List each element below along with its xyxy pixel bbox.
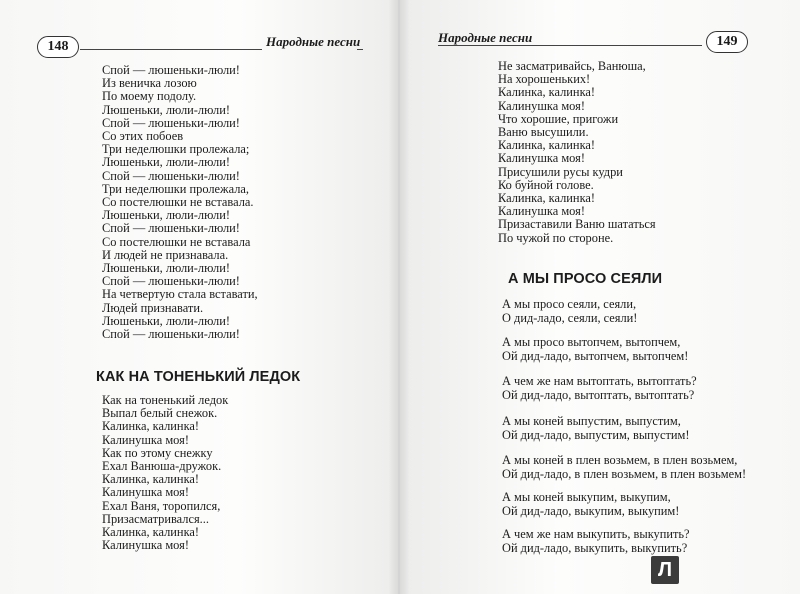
verse-line: Ой дид-ладо, в плен возьмем, в плен возьмем! <box>502 466 747 481</box>
verse-line: Людей признавати. <box>102 300 204 315</box>
verse-line: Со постелюшки не вставала. <box>102 195 254 210</box>
verse-line: Ой дид-ладо, выкупим, выкупим! <box>502 503 680 518</box>
verse-line: Ой дид-ладо, вытопчем, вытопчем! <box>502 348 689 363</box>
verse-line: Ваню высушили. <box>498 125 589 140</box>
verse-line: Калинка, калинка! <box>102 472 200 487</box>
verse-line: Калинка, калинка! <box>498 138 596 153</box>
song-title-left: КАК НА ТОНЕНЬКИЙ ЛЕДОК <box>96 369 301 385</box>
page-number-left: 148 <box>37 36 79 58</box>
verse-line: О дид-ладо, сеяли, сеяли! <box>502 310 638 325</box>
right-page <box>398 0 800 594</box>
stanza <box>502 454 746 481</box>
stanza <box>502 491 679 518</box>
stanza <box>502 415 690 442</box>
verse-line: Ехал Ваня, торопился, <box>102 498 221 513</box>
verse-line: Спой — люшеньки-люли! <box>102 327 240 342</box>
verse-line: Призаставили Ваню шататься <box>498 217 656 232</box>
verse-line: Калинушка моя! <box>498 204 585 219</box>
verse-right <box>498 60 656 245</box>
verse-line: Калинка, калинка! <box>498 85 596 100</box>
running-head-left: Народные песни <box>266 34 361 49</box>
publisher-logo-icon: Л <box>651 556 679 584</box>
verse-line: Калинушка моя! <box>498 151 585 166</box>
verse-line: На хорошеньких! <box>498 72 591 87</box>
verse-line: А мы коней выпустим, выпустим, <box>502 414 681 428</box>
verse-line: Ой дид-ладо, выкупить, выкупить? <box>502 540 688 555</box>
left-page <box>0 0 398 594</box>
verse-line: Спой — люшеньки-люли! <box>102 221 240 236</box>
verse-line: Что хорошие, пригожи <box>498 111 619 126</box>
verse-line: Люшеньки, люли-люли! <box>102 102 230 117</box>
verse-line: Как на тоненький ледок <box>102 393 229 407</box>
song-title-right: А МЫ ПРОСО СЕЯЛИ <box>508 271 663 287</box>
verse-line: Люшеньки, люли-люли! <box>102 208 230 223</box>
verse-line: На четвертую стала вставати, <box>102 287 258 302</box>
book-gutter <box>388 0 410 594</box>
verse-line: Люшеньки, люли-люли! <box>102 155 230 170</box>
verse-line: Спой — люшеньки-люли! <box>102 115 240 130</box>
verse-line: Спой — люшеньки-люли! <box>102 63 240 77</box>
verse-line: Калинушка моя! <box>102 485 189 500</box>
verse-line: А мы коней в плен возьмем, в плен возьмем, <box>502 453 738 467</box>
verse-line: А мы коней выкупим, выкупим, <box>502 490 671 504</box>
stanza <box>502 528 690 555</box>
verse-line: Калинушка моя! <box>498 98 585 113</box>
running-head-right: Народные песни <box>438 30 533 45</box>
verse-line: Ой дид-ладо, выпустим, выпустим! <box>502 427 690 442</box>
verse-line: Ко буйной голове. <box>498 177 594 192</box>
verse-line: Люшеньки, люли-люли! <box>102 261 230 276</box>
stanza <box>502 375 697 402</box>
verse-line: Три неделюшки пролежала; <box>102 142 250 157</box>
verse-line: И людей не признавала. <box>102 247 229 262</box>
verse-line: Ехал Ванюша-дружок. <box>102 459 222 474</box>
stanza <box>502 336 688 363</box>
verse-line: А чем же нам вытоптать, вытоптать? <box>502 374 697 388</box>
page-number-right: 149 <box>706 31 748 53</box>
verse-line: Как по этому снежку <box>102 445 213 460</box>
verse-line: А мы просо сеяли, сеяли, <box>502 297 637 311</box>
header-rule-left <box>80 49 262 50</box>
verse-line: Спой — люшеньки-люли! <box>102 168 240 183</box>
verse-line: Калинка, калинка! <box>498 191 596 206</box>
song-lines-left <box>102 394 228 552</box>
stanza <box>502 298 637 325</box>
verse-line: Не засматривайсь, Ванюша, <box>498 59 646 73</box>
verse-line: Со постелюшки не вставала <box>102 234 251 249</box>
verse-left <box>102 64 258 341</box>
verse-line: Призасматривался... <box>102 511 209 526</box>
verse-line: Люшеньки, люли-люли! <box>102 313 230 328</box>
verse-line: Калинушка моя! <box>102 432 189 447</box>
verse-line: Калинка, калинка! <box>102 419 200 434</box>
verse-line: Из веничка лозою <box>102 76 197 91</box>
verse-line: А мы просо вытопчем, вытопчем, <box>502 335 681 349</box>
verse-line: А чем же нам выкупить, выкупить? <box>502 527 690 541</box>
verse-line: По чужой по стороне. <box>498 230 614 245</box>
verse-line: Со этих побоев <box>102 129 184 144</box>
verse-line: Присушили русы кудри <box>498 164 623 179</box>
header-rule-right <box>438 45 702 46</box>
verse-line: Три неделюшки пролежала, <box>102 181 250 196</box>
header-rule-left-end <box>357 49 363 50</box>
verse-line: Калинушка моя! <box>102 538 189 553</box>
verse-line: По моему подолу. <box>102 89 197 104</box>
verse-line: Выпал белый снежок. <box>102 406 218 421</box>
verse-line: Калинка, калинка! <box>102 525 200 540</box>
verse-line: Ой дид-ладо, вытоптать, вытоптать? <box>502 387 695 402</box>
verse-line: Спой — люшеньки-люли! <box>102 274 240 289</box>
